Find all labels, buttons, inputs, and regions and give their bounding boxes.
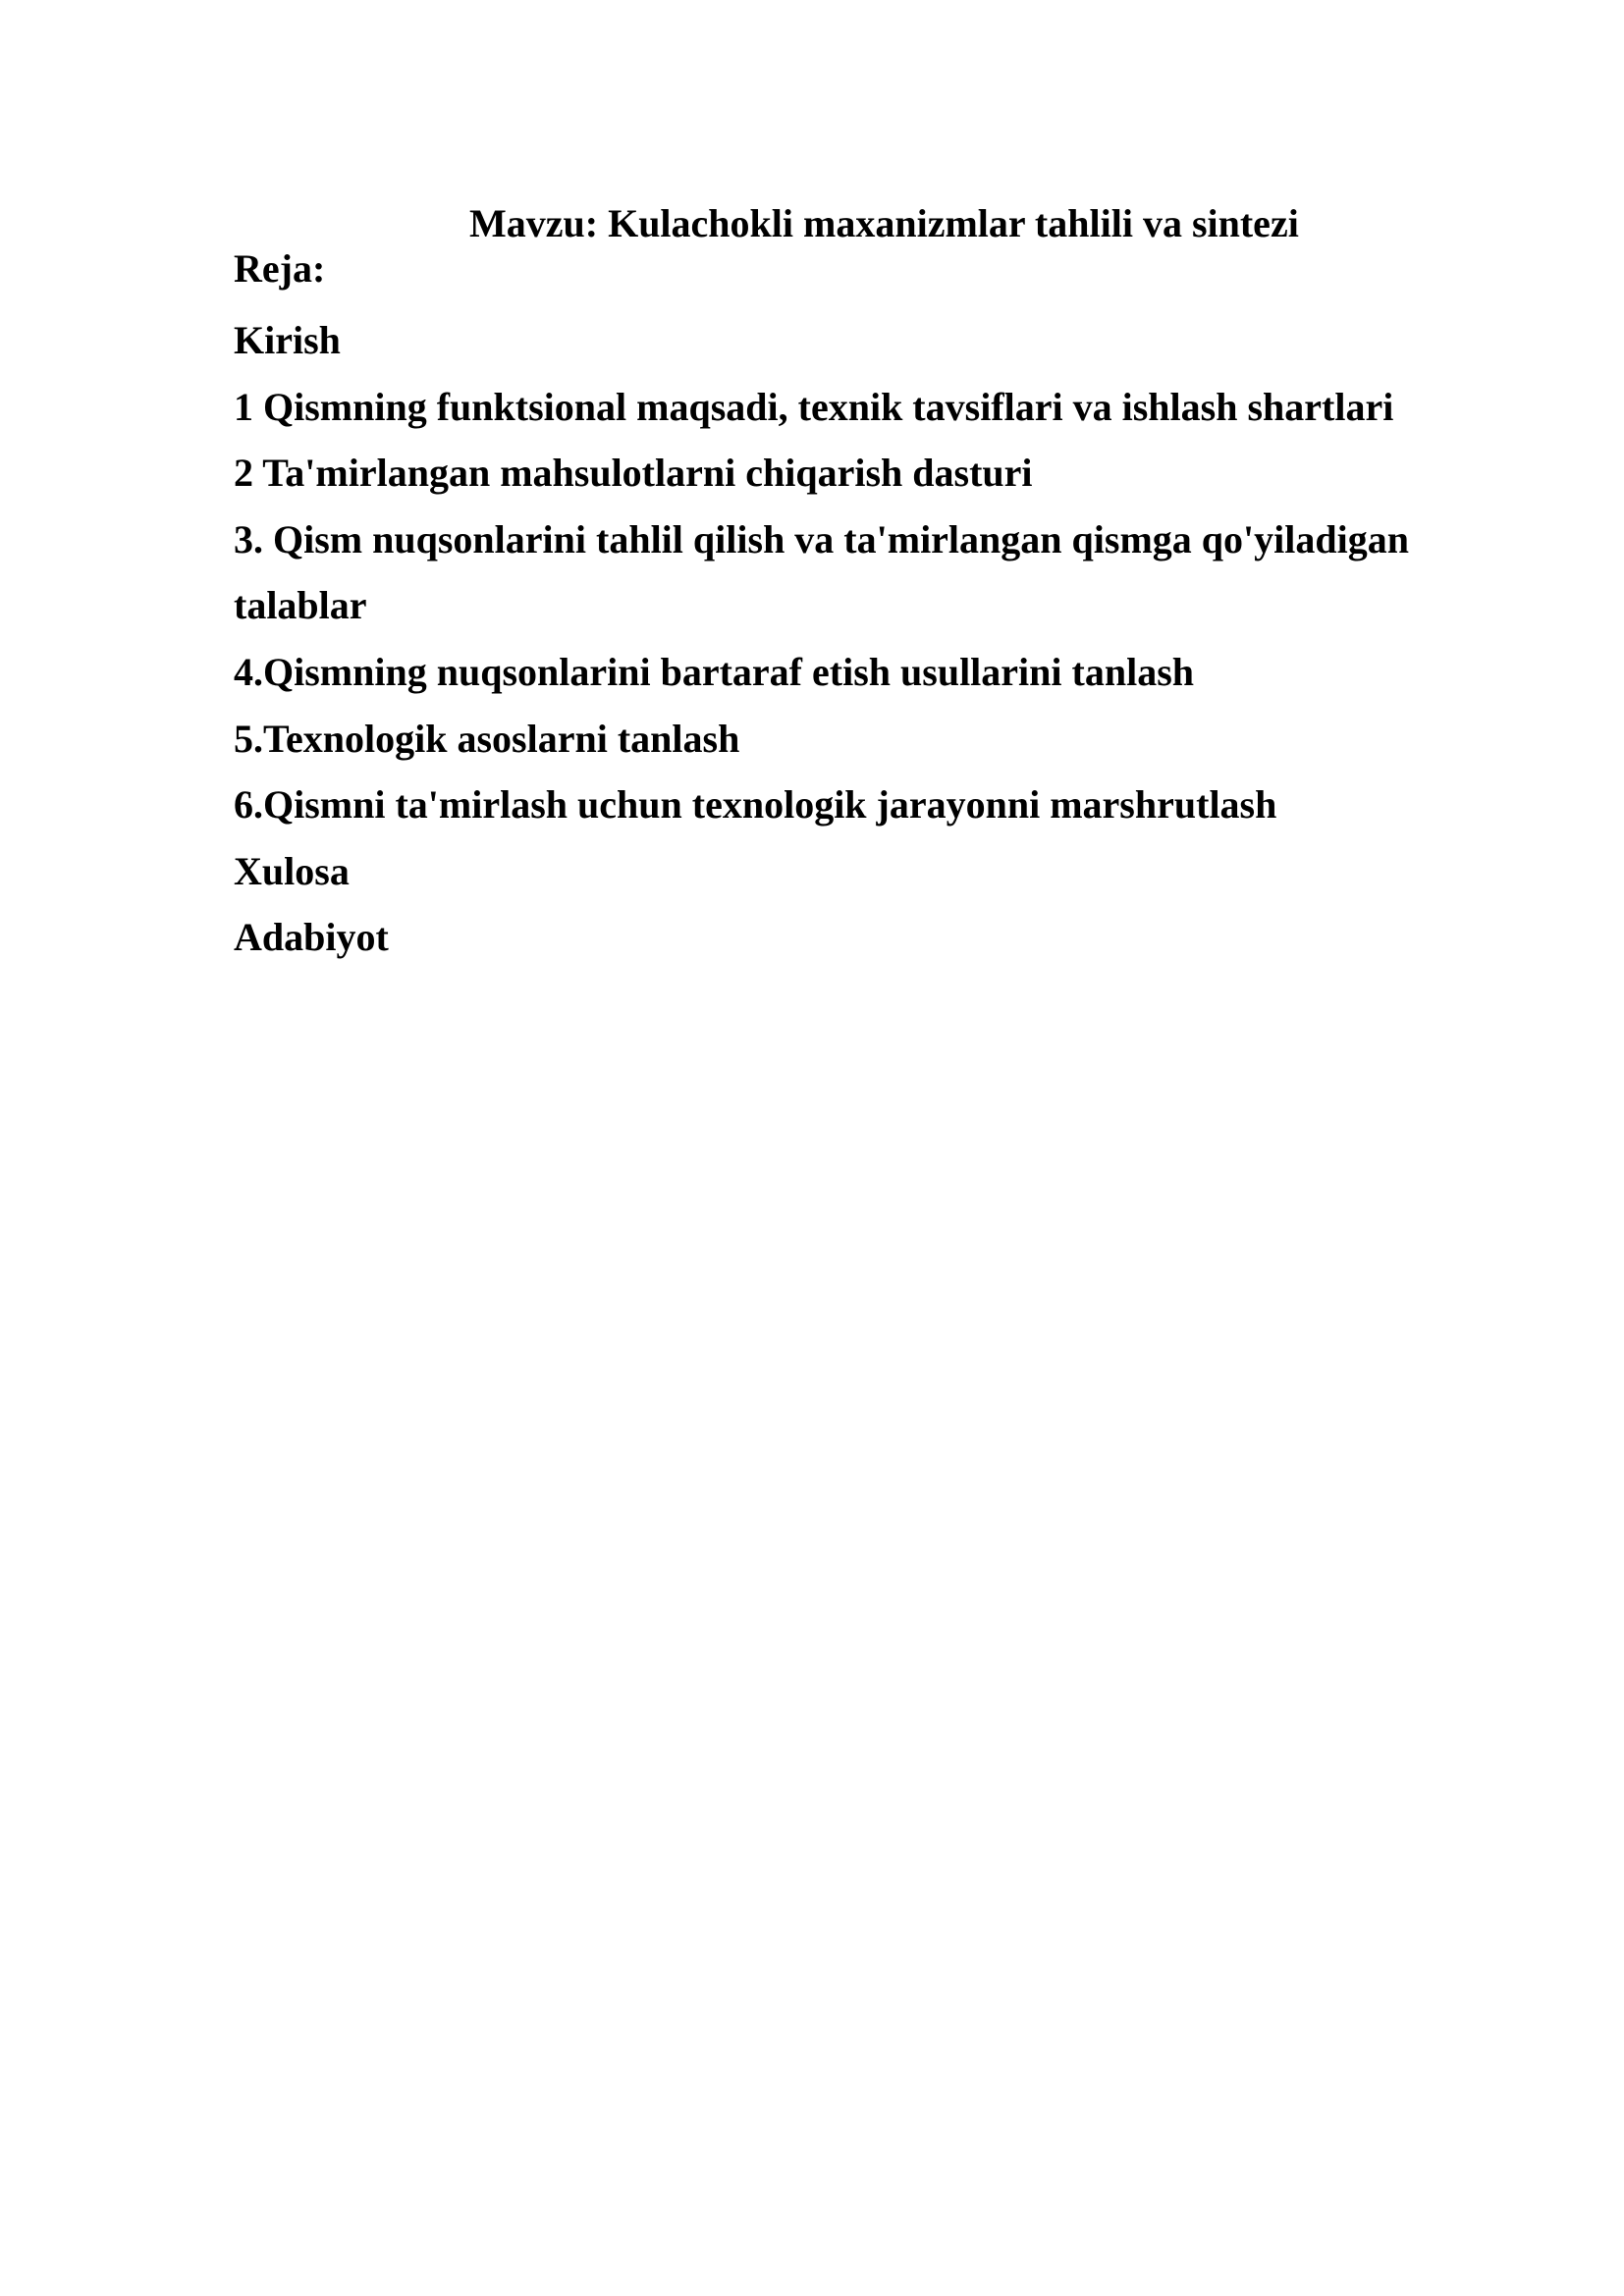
plan-list [234,307,1412,971]
plan-item-conclusion: Xulosa [234,848,350,893]
document-title: Mavzu: Kulachokli maxanizmlar tahlili va sintezi [469,201,1299,245]
plan-item-5: 5.Texnologik asoslarni tanlash [234,716,740,761]
plan-item-3-continued: talablar [234,583,367,628]
plan-heading: Reja: [234,246,326,291]
plan-item-6: 6.Qismni ta'mirlash uchun texnologik jarayonni marshrutlash [234,782,1277,828]
plan-item-intro: Kirish [234,318,341,362]
plan-item-4: 4.Qismning nuqsonlarini bartaraf etish usullarini tanlash [234,649,1195,694]
plan-item-1: 1 Qismning funktsional maqsadi, texnik tavsiflari va ishlash shartlari [234,384,1394,429]
plan-item-2: 2 Ta'mirlangan mahsulotlarni chiqarish dasturi [234,451,1033,496]
plan-item-3: 3. Qism nuqsonlarini tahlil qilish va ta'mirlangan qismga qo'yiladigan [234,516,1409,561]
plan-item-references: Adabiyot [234,915,389,960]
